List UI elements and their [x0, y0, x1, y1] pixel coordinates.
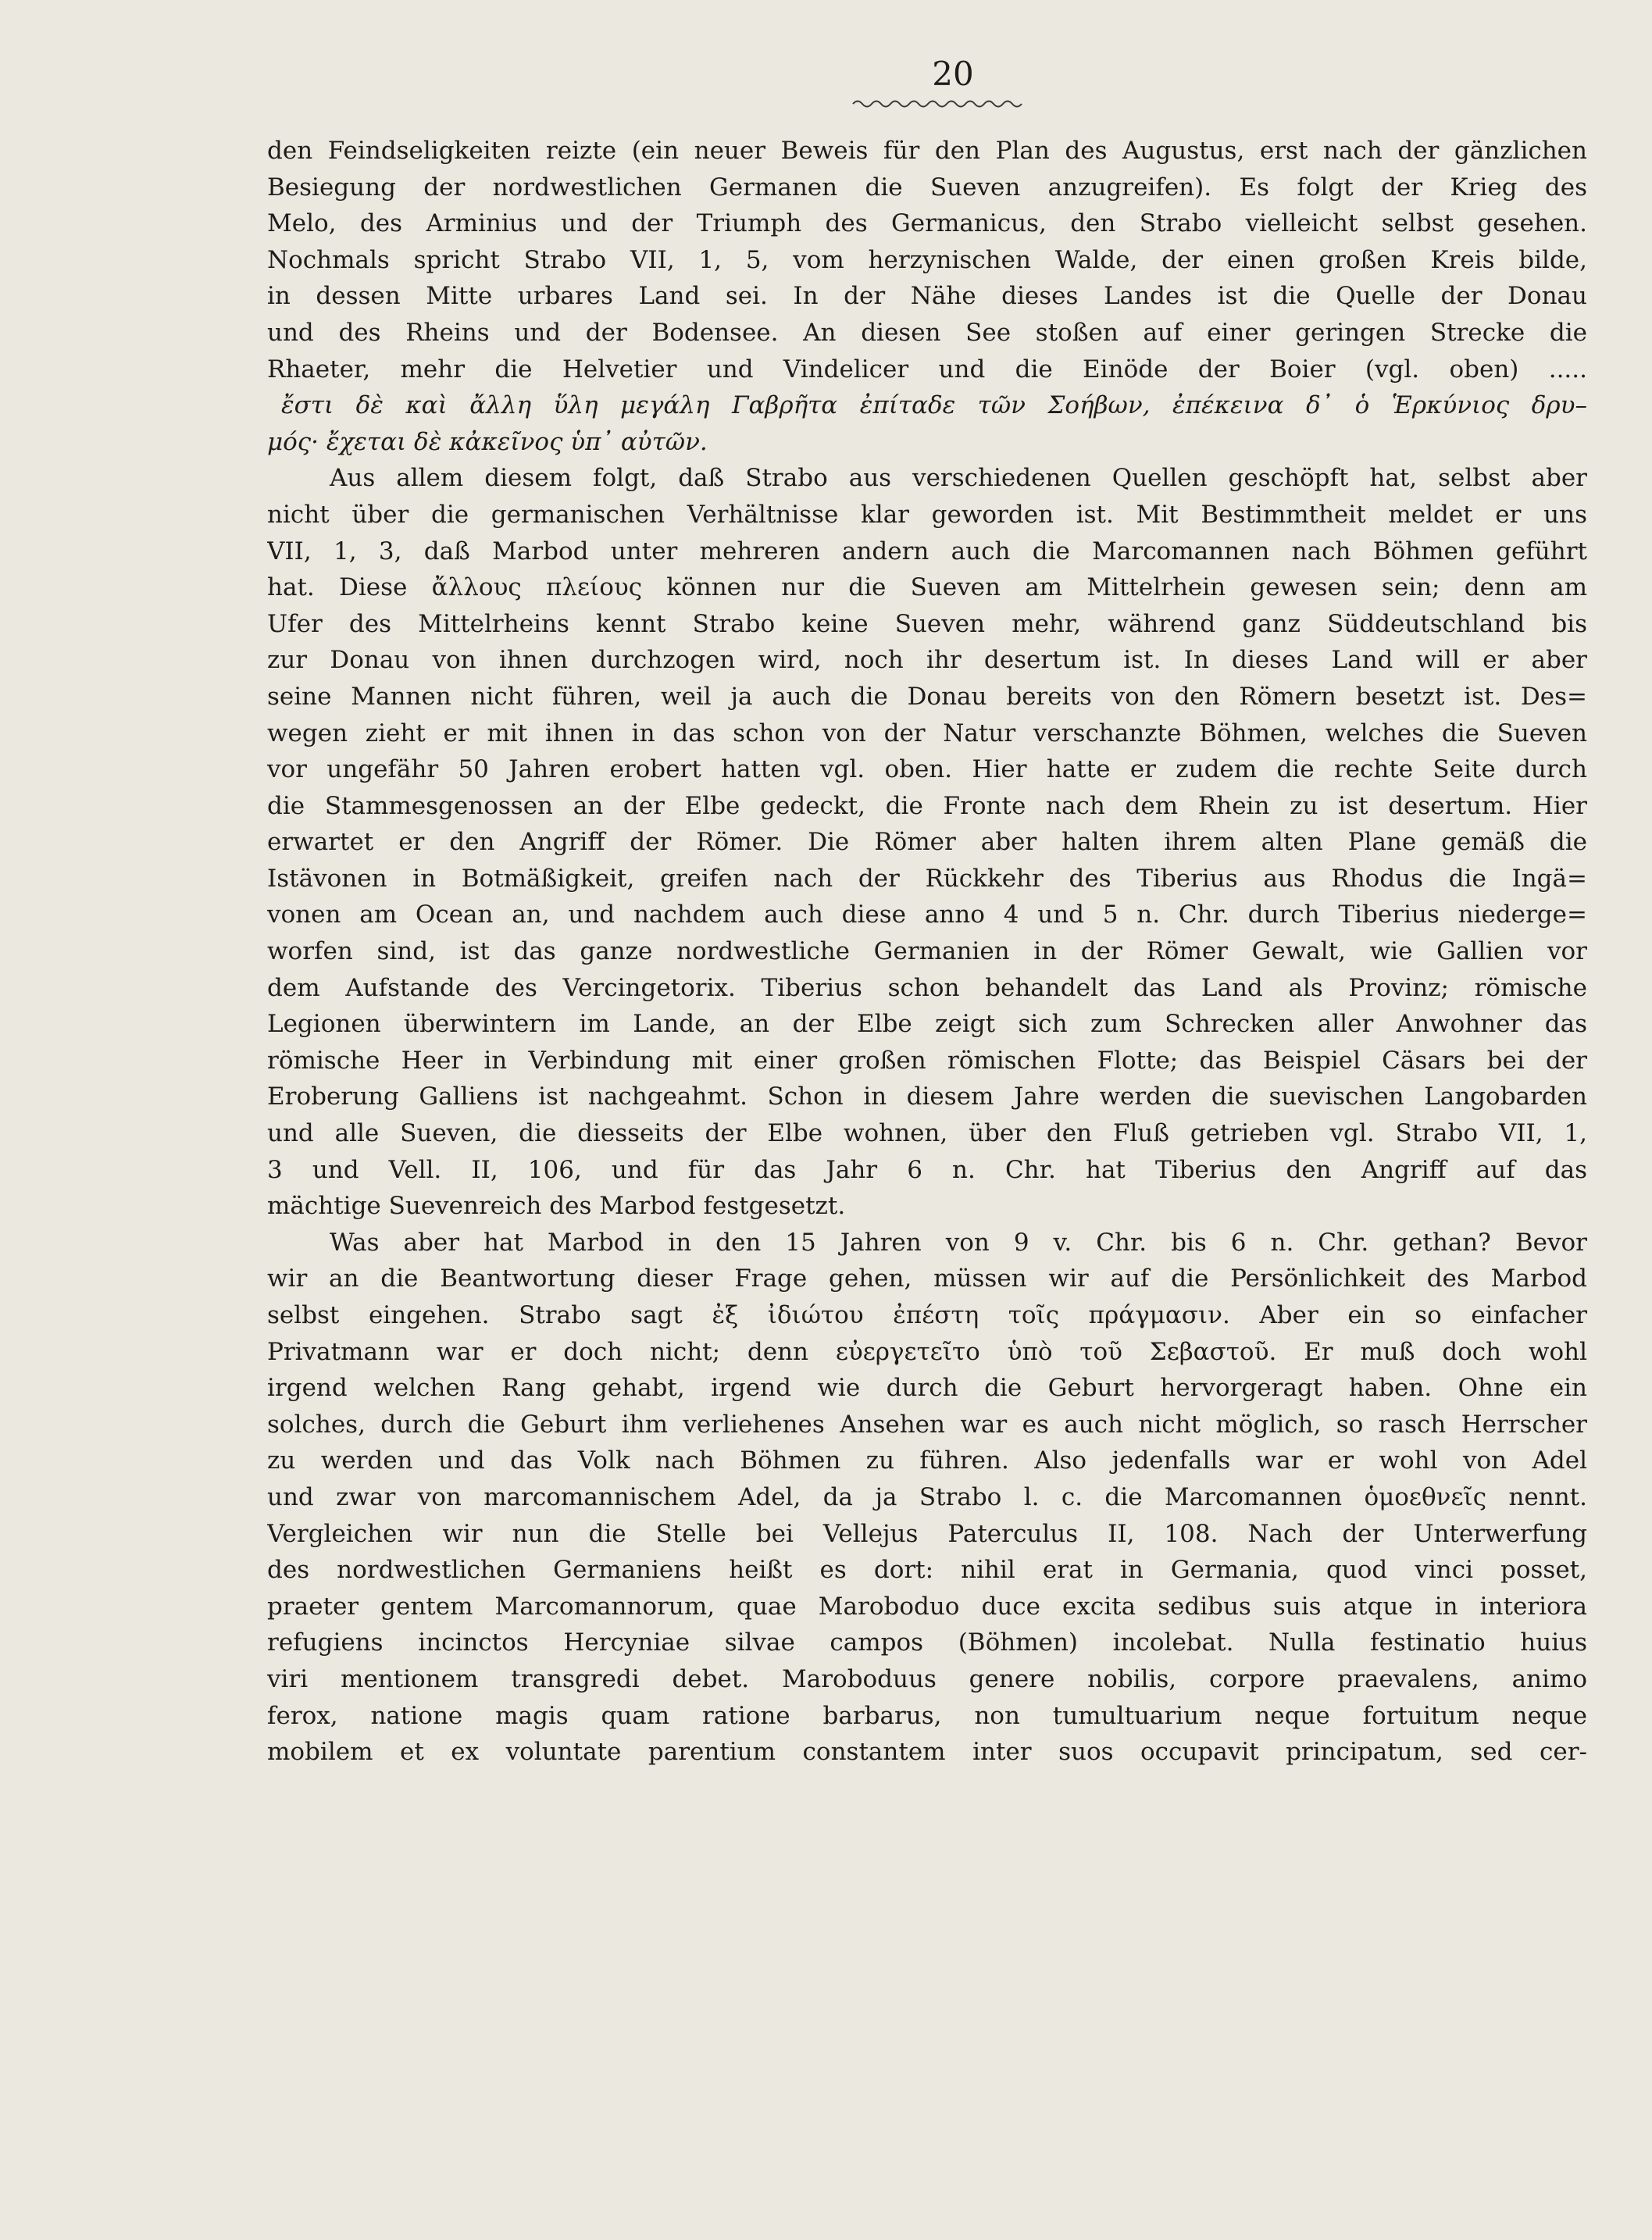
text-line: ἔστι δὲ καὶ ἄλλη ὕλη μεγάλη Γαβρῆτα ἐπίταδε τῶν Σοήβων, ἐπέκεινα δ᾽ ὁ Ἑρκύνιος δρυ– — [281, 391, 1587, 420]
text-line: Aus allem diesem folgt, daß Strabo aus verschiedenen Quellen geschöpft hat, selbst aber — [330, 464, 1587, 493]
text-line: erwartet er den Angriff der Römer. Die Römer aber halten ihrem alten Plane gemäß die — [267, 828, 1587, 857]
text-line: die Stammesgenossen an der Elbe gedeckt, die Fronte nach dem Rhein zu ist desertum. Hier — [267, 791, 1587, 820]
text-line: Besiegung der nordwestlichen Germanen die Sueven anzugreifen). Es folgt der Krieg des — [267, 173, 1587, 202]
page-number: 20 — [932, 55, 974, 93]
text-line: Ufer des Mittelrheins kennt Strabo keine Sueven mehr, während ganz Süddeutschland bis — [267, 609, 1587, 638]
text-line: römische Heer in Verbindung mit einer großen römischen Flotte; das Beispiel Cäsars bei der — [267, 1046, 1587, 1075]
text-line: irgend welchen Rang gehabt, irgend wie durch die Geburt hervorgeragt haben. Ohne ein — [267, 1374, 1587, 1403]
text-line: Rhaeter, mehr die Helvetier und Vindelicer und die Einöde der Boier (vgl. oben) ..... — [267, 355, 1587, 383]
text-line: in dessen Mitte urbares Land sei. In der Nähe dieses Landes ist die Quelle der Donau — [267, 282, 1587, 311]
text-line: nicht über die germanischen Verhältnisse klar geworden ist. Mit Bestimmtheit meldet er uns — [267, 500, 1587, 529]
text-line: 3 und Vell. II, 106, und für das Jahr 6 n. Chr. hat Tiberius den Angriff auf das — [267, 1155, 1587, 1184]
text-line: wir an die Beantwortung dieser Frage gehen, müssen wir auf die Persönlichkeit des Marbod — [267, 1264, 1587, 1293]
text-line: vonen am Ocean an, und nachdem auch diese anno 4 und 5 n. Chr. durch Tiberius niederge= — [267, 901, 1587, 929]
text-line: ferox, natione magis quam ratione barbarus, non tumultuarium neque fortuitum neque — [267, 1701, 1587, 1730]
text-line: seine Mannen nicht führen, weil ja auch die Donau bereits von den Römern besetzt ist. Des= — [267, 682, 1587, 711]
text-line: Istävonen in Botmäßigkeit, greifen nach der Rückkehr des Tiberius aus Rhodus die Ingä= — [267, 864, 1587, 893]
text-line: Vergleichen wir nun die Stelle bei Vellejus Paterculus II, 108. Nach der Unterwerfung — [267, 1519, 1587, 1548]
text-line: wegen zieht er mit ihnen in das schon von der Natur verschanzte Böhmen, welches die Sueven — [267, 719, 1587, 747]
text-line: worfen sind, ist das ganze nordwestliche Germanien in der Römer Gewalt, wie Gallien vor — [267, 937, 1587, 966]
body-text — [267, 133, 1587, 1771]
text-line: zu werden und das Volk nach Böhmen zu führen. Also jedenfalls war er wohl von Adel — [267, 1446, 1587, 1475]
text-line: Melo, des Arminius und der Triumph des Germanicus, den Strabo vielleicht selbst gesehen. — [267, 209, 1587, 238]
text-line: Legionen überwintern im Lande, an der Elbe zeigt sich zum Schrecken aller Anwohner das — [267, 1010, 1587, 1039]
text-line: vor ungefähr 50 Jahren erobert hatten vgl. oben. Hier hatte er zudem die rechte Seite durch — [267, 755, 1587, 784]
text-line: und zwar von marcomannischem Adel, da ja Strabo l. c. die Marcomannen ὁμοεθνεῖς nennt. — [267, 1482, 1587, 1511]
text-line: mächtige Suevenreich des Marbod festgesetzt. — [267, 1192, 846, 1221]
text-line: solches, durch die Geburt ihm verliehenes Ansehen war es auch nicht möglich, so rasch Herrscher — [267, 1410, 1587, 1439]
text-line: μός· ἔχεται δὲ κἀκεῖνος ὑπ᾽ αὐτῶν. — [267, 427, 708, 456]
text-line: und des Rheins und der Bodensee. An diesen See stoßen auf einer geringen Strecke die — [267, 318, 1587, 347]
text-line: refugiens incinctos Hercyniae silvae campos (Böhmen) incolebat. Nulla festinatio huius — [267, 1628, 1587, 1657]
text-line: des nordwestlichen Germaniens heißt es dort: nihil erat in Germania, quod vinci posset, — [267, 1556, 1587, 1585]
text-line: Nochmals spricht Strabo VII, 1, 5, vom herzynischen Walde, der einen großen Kreis bilde, — [267, 245, 1587, 274]
text-line: den Feindseligkeiten reizte (ein neuer Beweis für den Plan des Augustus, erst nach der gänzlichen — [267, 137, 1587, 165]
text-line: viri mentionem transgredi debet. Maroboduus genere nobilis, corpore praevalens, animo — [267, 1664, 1587, 1693]
text-line: mobilem et ex voluntate parentium constantem inter suos occupavit principatum, sed cer- — [267, 1738, 1587, 1767]
text-line: praeter gentem Marcomannorum, quae Maroboduo duce excita sedibus suis atque in interiora — [267, 1592, 1587, 1621]
text-line: VII, 1, 3, daß Marbod unter mehreren andern auch die Marcomannen nach Böhmen geführt — [267, 537, 1587, 565]
wavy-ornament — [851, 97, 1023, 111]
text-line: zur Donau von ihnen durchzogen wird, noch ihr desertum ist. In dieses Land will er aber — [267, 646, 1587, 675]
text-line: dem Aufstande des Vercingetorix. Tiberius schon behandelt das Land als Provinz; römische — [267, 973, 1587, 1002]
text-line: und alle Sueven, die diesseits der Elbe wohnen, über den Fluß getrieben vgl. Strabo VII, 1, — [267, 1119, 1587, 1148]
text-line: selbst eingehen. Strabo sagt ἐξ ἰδιώτου ἐπέστη τοῖς πράγμασιν. Aber ein so einfacher — [267, 1301, 1587, 1329]
text-line: Privatmann war er doch nicht; denn εὐεργετεῖτο ὑπὸ τοῦ Σεβαστοῦ. Er muß doch wohl — [267, 1337, 1587, 1366]
text-line: Was aber hat Marbod in den 15 Jahren von 9 v. Chr. bis 6 n. Chr. gethan? Bevor — [330, 1228, 1587, 1257]
text-line: hat. Diese ἄλλους πλείους können nur die Sueven am Mittelrhein gewesen sein; denn am — [267, 573, 1587, 602]
text-line: Eroberung Galliens ist nachgeahmt. Schon in diesem Jahre werden die suevischen Langobarden — [267, 1083, 1587, 1111]
